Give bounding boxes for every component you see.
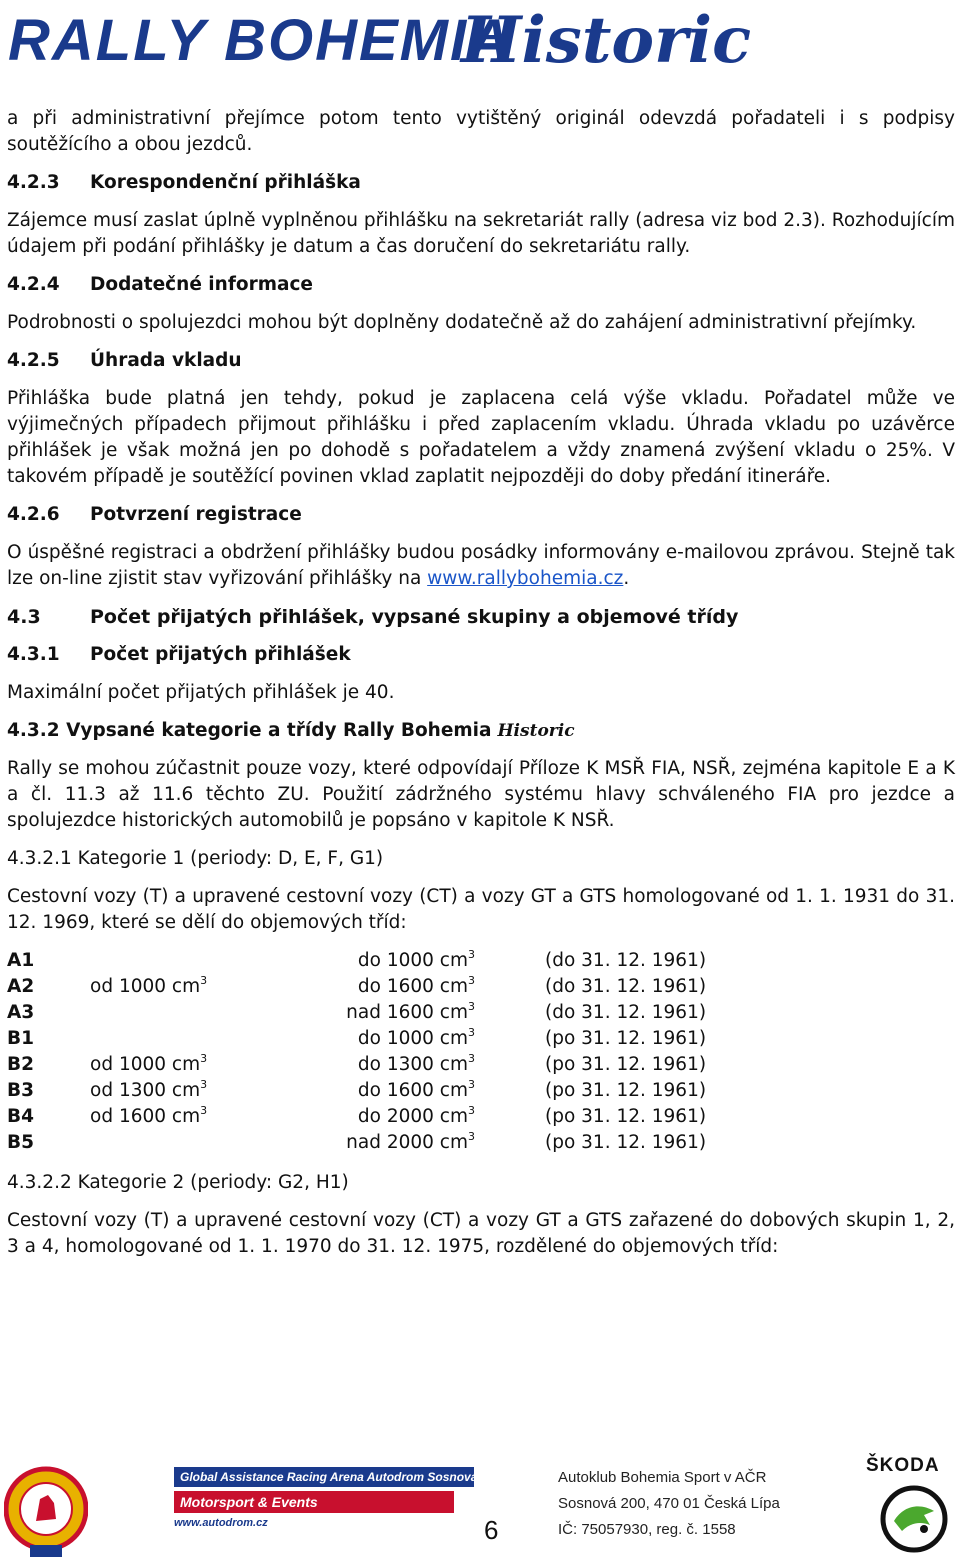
historic-inline-logo: Historic — [497, 721, 575, 741]
class-from: od 1600 $cm^3$ — [90, 1104, 208, 1127]
class-row — [7, 1104, 955, 1130]
address-line-2: Sosnová 200, 470 01 Česká Lípa — [558, 1495, 780, 1512]
class-date: (po 31. 12. 1961) — [545, 1054, 707, 1075]
class-table — [7, 948, 955, 1156]
section-text-4-2-3: Zájemce musí zaslat úplně vyplněnou přihlášku na sekretariát rally (adresa viz bod 2.3). Rozhodujícím údajem při podání přihlášky je datum a čas doručení do sekretariátu rally. — [7, 210, 955, 257]
section-text-4-2-5: Přihláška bude platná jen tehdy, pokud je zaplacena celá výše vkladu. Pořadatel může ve výjimečných případech přijmout přihlášku i před zaplacením vkladu. Úhrada vkladu po uzávěrce přihlášek je však možná jen po dohodě s pořadatelem a vždy znamená zvýšení vkladu o 25%. V takovém případě je soutěžící povinen vklad zaplatit nejpozději do doby předání itineráře. — [7, 388, 955, 487]
class-date: (do 31. 12. 1961) — [545, 950, 707, 971]
logo-wordmark: RALLY BOHEMIA — [8, 8, 512, 70]
section-heading-4-3-1: 4.3.1 Počet přijatých přihlášek — [7, 644, 351, 665]
section-heading-4-3-2-2: 4.3.2.2 Kategorie 2 (periody: G2, H1) — [7, 1172, 349, 1193]
class-from: od 1000 $cm^3$ — [90, 1052, 208, 1075]
logo-script: Historic — [461, 6, 752, 70]
class-from — [90, 1000, 280, 1026]
skoda-arrow-logo-icon — [880, 1485, 948, 1553]
class-from — [90, 1130, 280, 1156]
class-date: (po 31. 12. 1961) — [545, 1106, 707, 1127]
footer — [0, 1455, 960, 1564]
class-to: do 1600 $cm^3$ — [357, 974, 475, 997]
page-number: 6 — [484, 1515, 499, 1545]
class-from: od 1000 $cm^3$ — [90, 974, 208, 997]
autoklub-cr-badge-icon — [4, 1459, 88, 1559]
class-date: (po 31. 12. 1961) — [545, 1080, 707, 1101]
class-row — [7, 1078, 955, 1104]
class-to: do 1000 $cm^3$ — [357, 1026, 475, 1049]
class-row — [7, 1130, 955, 1156]
class-date: (po 31. 12. 1961) — [545, 1132, 707, 1153]
sponsor-line-3: www.autodrom.cz — [174, 1517, 268, 1529]
class-code: A1 — [7, 950, 35, 971]
rally-bohemia-historic-logo — [6, 6, 806, 70]
section-text-4-3-1: Maximální počet přijatých přihlášek je 40. — [7, 682, 395, 703]
section-heading-4-2-5: 4.2.5 Úhrada vkladu — [7, 350, 242, 371]
class-code: A2 — [7, 976, 35, 997]
class-to: nad 1600 $cm^3$ — [346, 1000, 475, 1023]
class-to: do 1300 $cm^3$ — [357, 1052, 475, 1075]
class-code: A3 — [7, 1002, 35, 1023]
organizer-address — [558, 1465, 780, 1543]
class-code: B5 — [7, 1132, 34, 1153]
section-heading-4-2-6: 4.2.6 Potvrzení registrace — [7, 504, 302, 525]
class-date: (do 31. 12. 1961) — [545, 1002, 707, 1023]
class-code: B1 — [7, 1028, 34, 1049]
section-heading-4-2-4: 4.2.4 Dodatečné informace — [7, 274, 313, 295]
skoda-wordmark: ŠKODA — [866, 1455, 940, 1476]
class-to: do 1600 $cm^3$ — [357, 1078, 475, 1101]
class-row — [7, 1052, 955, 1078]
section-text-4-2-6: O úspěšné registraci a obdržení přihlášky budou posádky informovány e-mailovou zprávou. Stejně tak lze on-line zjistit stav vyřizování přihlášky na www.rallybohemia.cz. — [7, 542, 955, 589]
class-row — [7, 1000, 955, 1026]
section-heading-4-2-3: 4.2.3 Korespondenční přihláška — [7, 172, 361, 193]
section-heading-4-3: 4.3 Počet přijatých přihlášek, vypsané skupiny a objemové třídy — [7, 606, 739, 628]
section-text-4-3-2-1: Cestovní vozy (T) a upravené cestovní vozy (CT) a vozy GT a GTS homologované od 1. 1. 1931 do 31. 12. 1969, které se dělí do objemových tříd: — [7, 886, 955, 933]
section-text-4-2-4: Podrobnosti o spolujezdci mohou být doplněny dodatečně až do zahájení administrativní přejímky. — [7, 312, 917, 333]
rallybohemia-link[interactable]: www.rallybohemia.cz — [427, 568, 624, 589]
class-code: B2 — [7, 1054, 34, 1075]
document-body — [7, 106, 955, 1272]
class-row — [7, 974, 955, 1000]
sponsor-line-1: Global Assistance Racing Arena Autodrom Sosnová — [174, 1467, 474, 1487]
address-line-1: Autoklub Bohemia Sport v AČR — [558, 1469, 767, 1486]
class-date: (po 31. 12. 1961) — [545, 1028, 707, 1049]
sponsor-line-2: Motorsport & Events — [174, 1491, 454, 1513]
section-heading-4-3-2: 4.3.2 Vypsané kategorie a třídy Rally Bohemia Historic — [7, 718, 955, 744]
section-text-4-3-2: Rally se mohou zúčastnit pouze vozy, které odpovídají Příloze K MSŘ FIA, NSŘ, zejména kapitole E a K a čl. 11.3 až 11.6 těchto ZU. Použití zádržného systému hlavy schváleného FIA pro jezdce a spolujezdce historických automobilů je popsáno v kapitole K NSŘ. — [7, 758, 955, 831]
class-to: nad 2000 $cm^3$ — [346, 1130, 475, 1153]
section-heading-4-3-2-1: 4.3.2.1 Kategorie 1 (periody: D, E, F, G1) — [7, 848, 384, 869]
class-row — [7, 948, 955, 974]
section-text-4-3-2-2: Cestovní vozy (T) a upravené cestovní vozy (CT) a vozy GT a GTS zařazené do dobových skupin 1, 2, 3 a 4, homologované od 1. 1. 1970 do 31. 12. 1975, rozdělené do objemových tříd: — [7, 1210, 955, 1257]
class-code: B4 — [7, 1106, 34, 1127]
class-from — [90, 1026, 280, 1052]
class-to: do 1000 $cm^3$ — [357, 948, 475, 971]
class-to: do 2000 $cm^3$ — [357, 1104, 475, 1127]
class-from: od 1300 $cm^3$ — [90, 1078, 208, 1101]
class-row — [7, 1026, 955, 1052]
class-code: B3 — [7, 1080, 34, 1101]
intro-paragraph: a při administrativní přejímce potom tento vytištěný originál odevzdá pořadateli i s podpisy soutěžícího a obou jezdců. — [7, 108, 955, 155]
class-date: (do 31. 12. 1961) — [545, 976, 707, 997]
autodrom-sosnova-banner — [170, 1463, 480, 1555]
address-line-3: IČ: 75057930, reg. č. 1558 — [558, 1521, 736, 1538]
class-from — [90, 948, 280, 974]
